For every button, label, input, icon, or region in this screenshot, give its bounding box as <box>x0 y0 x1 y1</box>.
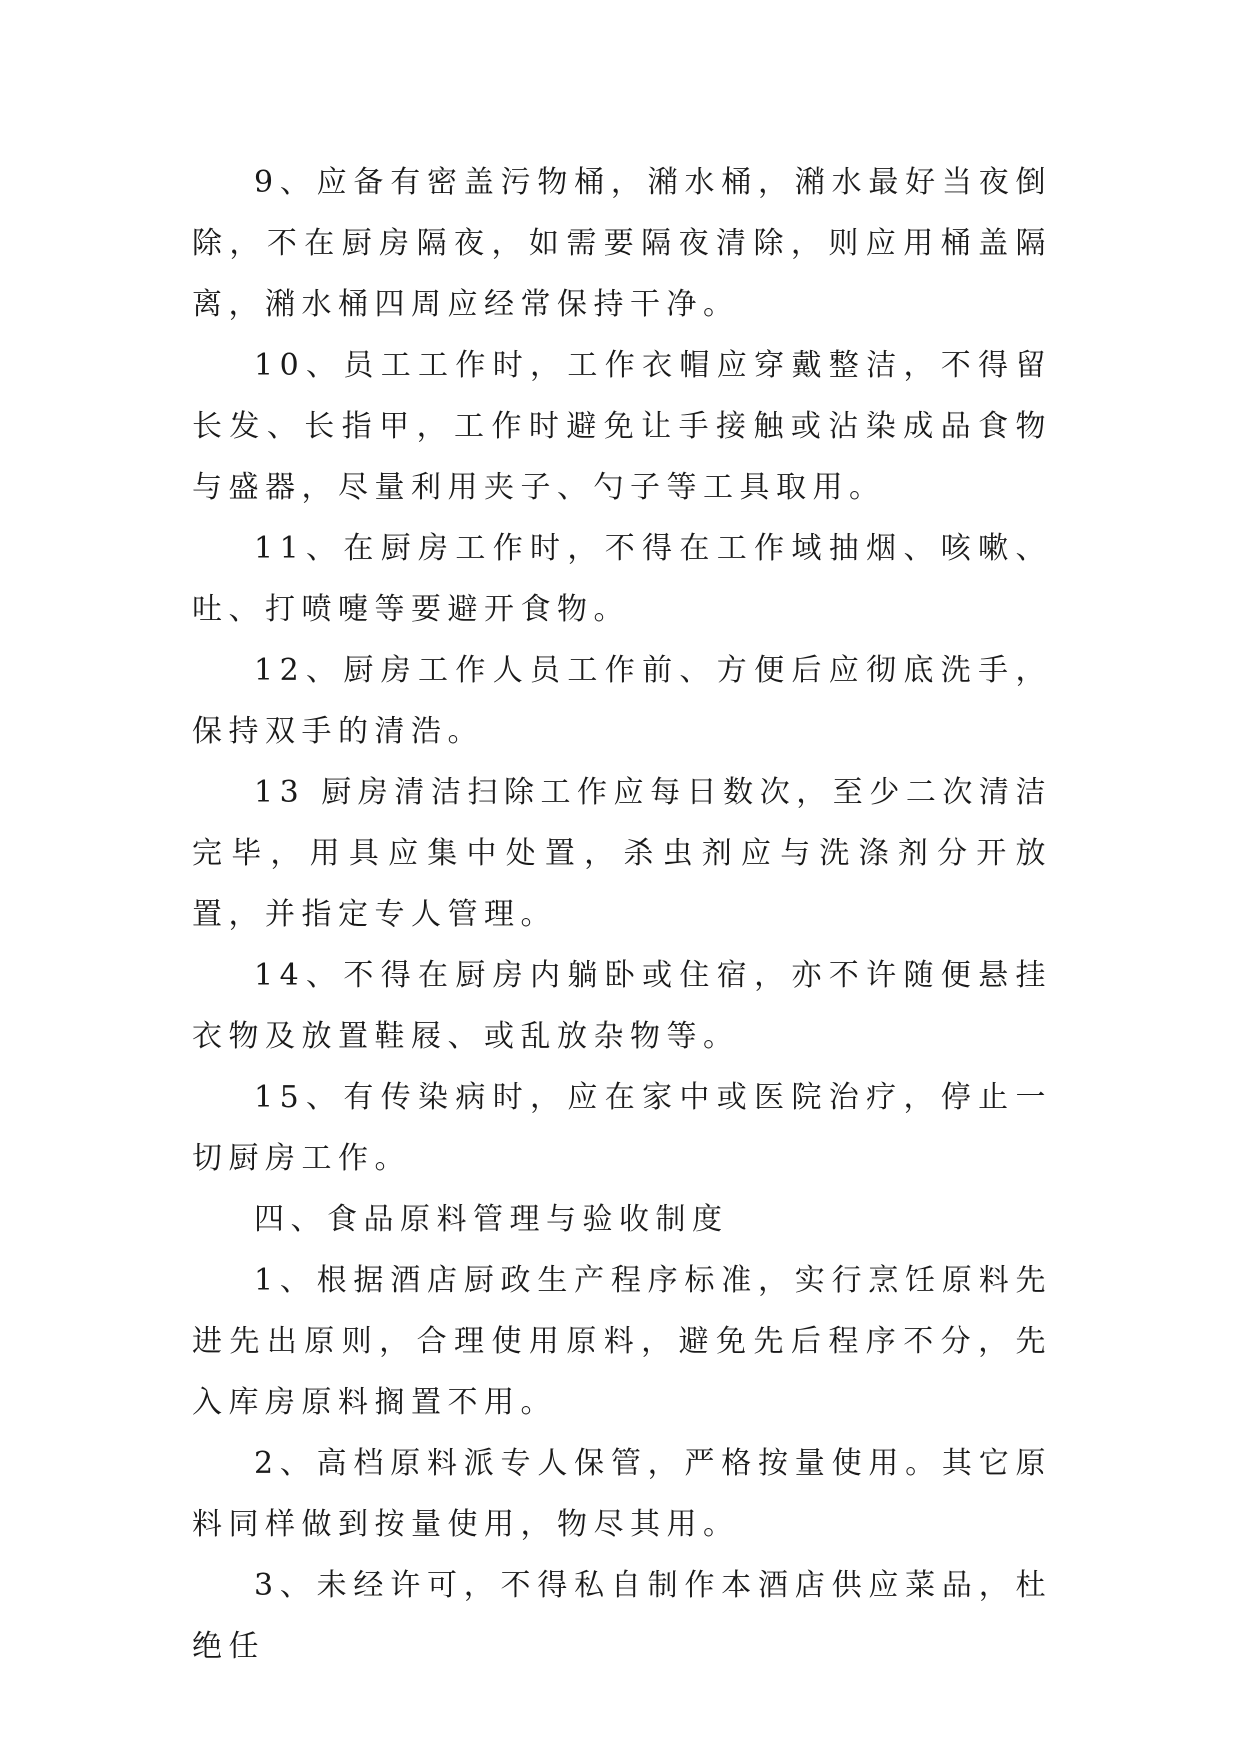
paragraph-rule-11: 11、在厨房工作时，不得在工作域抽烟、咳嗽、吐、打喷嚏等要避开食物。 <box>192 531 1052 627</box>
document-body <box>192 152 1052 1677</box>
paragraph-material-3: 3、未经许可，不得私自制作本酒店供应菜品，杜绝任 <box>192 1568 1052 1664</box>
paragraph-rule-15: 15、有传染病时，应在家中或医院治疗，停止一切厨房工作。 <box>192 1080 1052 1176</box>
paragraph-rule-10: 10、员工工作时，工作衣帽应穿戴整洁，不得留长发、长指甲，工作时避免让手接触或沾染成品食物与盛器，尽量利用夹子、勺子等工具取用。 <box>192 348 1052 505</box>
paragraph-rule-13: 13 厨房清洁扫除工作应每日数次，至少二次清洁完毕，用具应集中处置，杀虫剂应与洗涤剂分开放置，并指定专人管理。 <box>192 775 1052 932</box>
paragraph-material-2: 2、高档原料派专人保管，严格按量使用。其它原料同样做到按量使用，物尽其用。 <box>192 1446 1052 1542</box>
paragraph-rule-9: 9、应备有密盖污物桶，潲水桶，潲水最好当夜倒除，不在厨房隔夜，如需要隔夜清除，则应用桶盖隔离，潲水桶四周应经常保持干净。 <box>192 165 1052 322</box>
paragraph-rule-12: 12、厨房工作人员工作前、方便后应彻底洗手，保持双手的清浩。 <box>192 653 1052 749</box>
paragraph-material-1: 1、根据酒店厨政生产程序标准，实行烹饪原料先进先出原则，合理使用原料，避免先后程序不分，先入库房原料搁置不用。 <box>192 1263 1052 1420</box>
section-heading: 四、食品原料管理与验收制度 <box>254 1202 729 1237</box>
paragraph-rule-14: 14、不得在厨房内躺卧或住宿，亦不许随便悬挂衣物及放置鞋屐、或乱放杂物等。 <box>192 958 1052 1054</box>
